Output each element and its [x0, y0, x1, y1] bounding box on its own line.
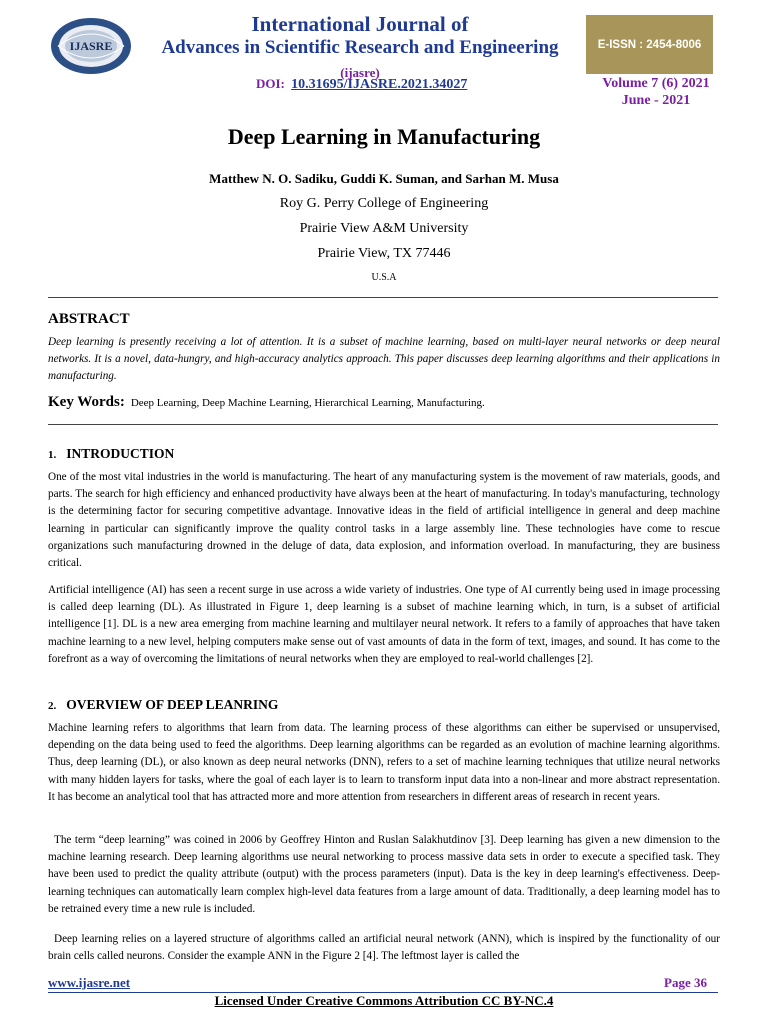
section-number: 2. — [48, 700, 57, 712]
journal-name: Advances in Scientific Research and Engineering — [161, 37, 559, 58]
abstract-heading: ABSTRACT — [48, 311, 130, 327]
affiliation-college: Roy G. Perry College of Engineering — [279, 196, 489, 211]
section-title: OVERVIEW OF DEEP LEANRING — [66, 697, 279, 712]
issn-badge: E-ISSN : 2454-8006 — [586, 15, 713, 74]
section-number: 1. — [48, 449, 57, 461]
divider — [48, 297, 718, 298]
divider — [48, 424, 718, 425]
section-heading-introduction — [48, 446, 174, 462]
journal-logo — [48, 16, 134, 76]
volume-number: Volume 7 (6) 2021 — [602, 76, 710, 91]
paragraph: Deep learning relies on a layered structure of algorithms called an artificial neural network (ANN), which is inspired by the functionality of our brain cells called neurons. Consider the example ANN in the Figure 2 [4]. The leftmost layer is called the — [48, 933, 720, 963]
paragraph: Machine learning refers to algorithms that learn from data. The learning process of these algorithms can either be supervised or unsupervised, depending on the data being used to feed the algorithms. Deep learning algorithms can be regarded as an evolution of machine learning algorithms. Thus, deep learning (DL), or also known as deep neural networks (DNN), refers to a set of machine learning techniques that utilize neural networks with many hidden layers for tasks, where the goal of each layer is to learn to transform input data into a non-linear and more abstract representation. It has become an analytical tool that has attracted more and more attention from researchers in different areas of research in recent years. — [48, 722, 720, 803]
journal-title — [150, 12, 570, 85]
section-heading-overview — [48, 697, 278, 713]
paragraph: Artificial intelligence (AI) has seen a recent surge in use across a wide variety of industries. One type of AI currently being used in image processing is called deep learning (DL). As illustrated in Figure 1, deep learning is a subset of machine learning which, in turn, is a subset of artificial intelligence [1]. DL is a new area emerging from machine learning and multilayer neural network. It refers to a family of approaches that have taken machine learning to a new level, helping computers make sense out of vast amounts of data in the form of text, images, and sound. It has come to the forefront as a way of overcoming the limitations of neural networks when they are employed to real-world challenges [2]. — [48, 584, 720, 665]
keywords-label: Key Words: — [48, 394, 125, 410]
paragraph: One of the most vital industries in the world is manufacturing. The heart of any manufacturing system is the movement of raw materials, goods, and parts. The search for high efficiency and enhanced productivity have always been at the heart of manufacturing. In today's manufacturing, technology is the determining factor for securing competitive advantage. Innovative ideas in the field of artificial intelligence in general and deep machine learning in particular can significantly improve the quality control tasks in a large assembly line. These technologies have come to rescue organizations such manufacturing drowned in the deluge of data, data explosion, and information overload. In manufacturing, they are business critical. — [48, 471, 720, 570]
affiliation-university: Prairie View A&M University — [299, 221, 469, 236]
logo-text: IJASRE — [69, 39, 113, 53]
keywords-text: Deep Learning, Deep Machine Learning, Hierarchical Learning, Manufacturing. — [130, 397, 485, 409]
affiliation-address: Prairie View, TX 77446 — [317, 246, 451, 261]
abstract-text: Deep learning is presently receiving a lot of attention. It is a subset of machine learning, based on multi-layer neural networks or deep neural networks. It is a novel, data-hungry, and high-accuracy analytics approach. This paper discusses deep learning algorithms and their applications in manufacturing. — [48, 336, 720, 382]
website-link[interactable]: www.ijasre.net — [48, 975, 131, 990]
paper-title: Deep Learning in Manufacturing — [227, 124, 541, 149]
affiliation-country: U.S.A — [371, 272, 397, 283]
paragraph: The term “deep learning” was coined in 2006 by Geoffrey Hinton and Ruslan Salakhutdinov [3]. Deep learning has given a new dimension to the machine learning research. Deep learning algorithms use neural networking to process massive data sets in order to execute a specified task. They have been used to predict the quality attribute (output) with the process parameters (input). Data is the key in deep learning's effectiveness. Deep-learning techniques can automatically learn complex high-level data features from a large amount of data. Traditionally, a deep learning model has to be retrained every time a new rule is included. — [48, 834, 720, 915]
issue-date: June - 2021 — [621, 93, 691, 108]
section-title: INTRODUCTION — [66, 446, 175, 461]
journal-name-line1: International Journal of — [251, 12, 469, 36]
volume-info — [594, 75, 718, 109]
page-number: Page 36 — [664, 975, 707, 990]
doi-link[interactable]: 10.31695/IJASRE.2021.34027 — [291, 77, 468, 92]
doi-label: DOI: — [256, 76, 285, 91]
journal-abbreviation: (ijasre) — [340, 65, 380, 80]
keywords — [48, 394, 728, 411]
license-text: Licensed Under Creative Commons Attribution CC BY-NC.4 — [214, 993, 554, 1008]
doi-line — [256, 76, 467, 93]
paper-authors: Matthew N. O. Sadiku, Guddi K. Suman, and Sarhan M. Musa — [209, 171, 559, 186]
